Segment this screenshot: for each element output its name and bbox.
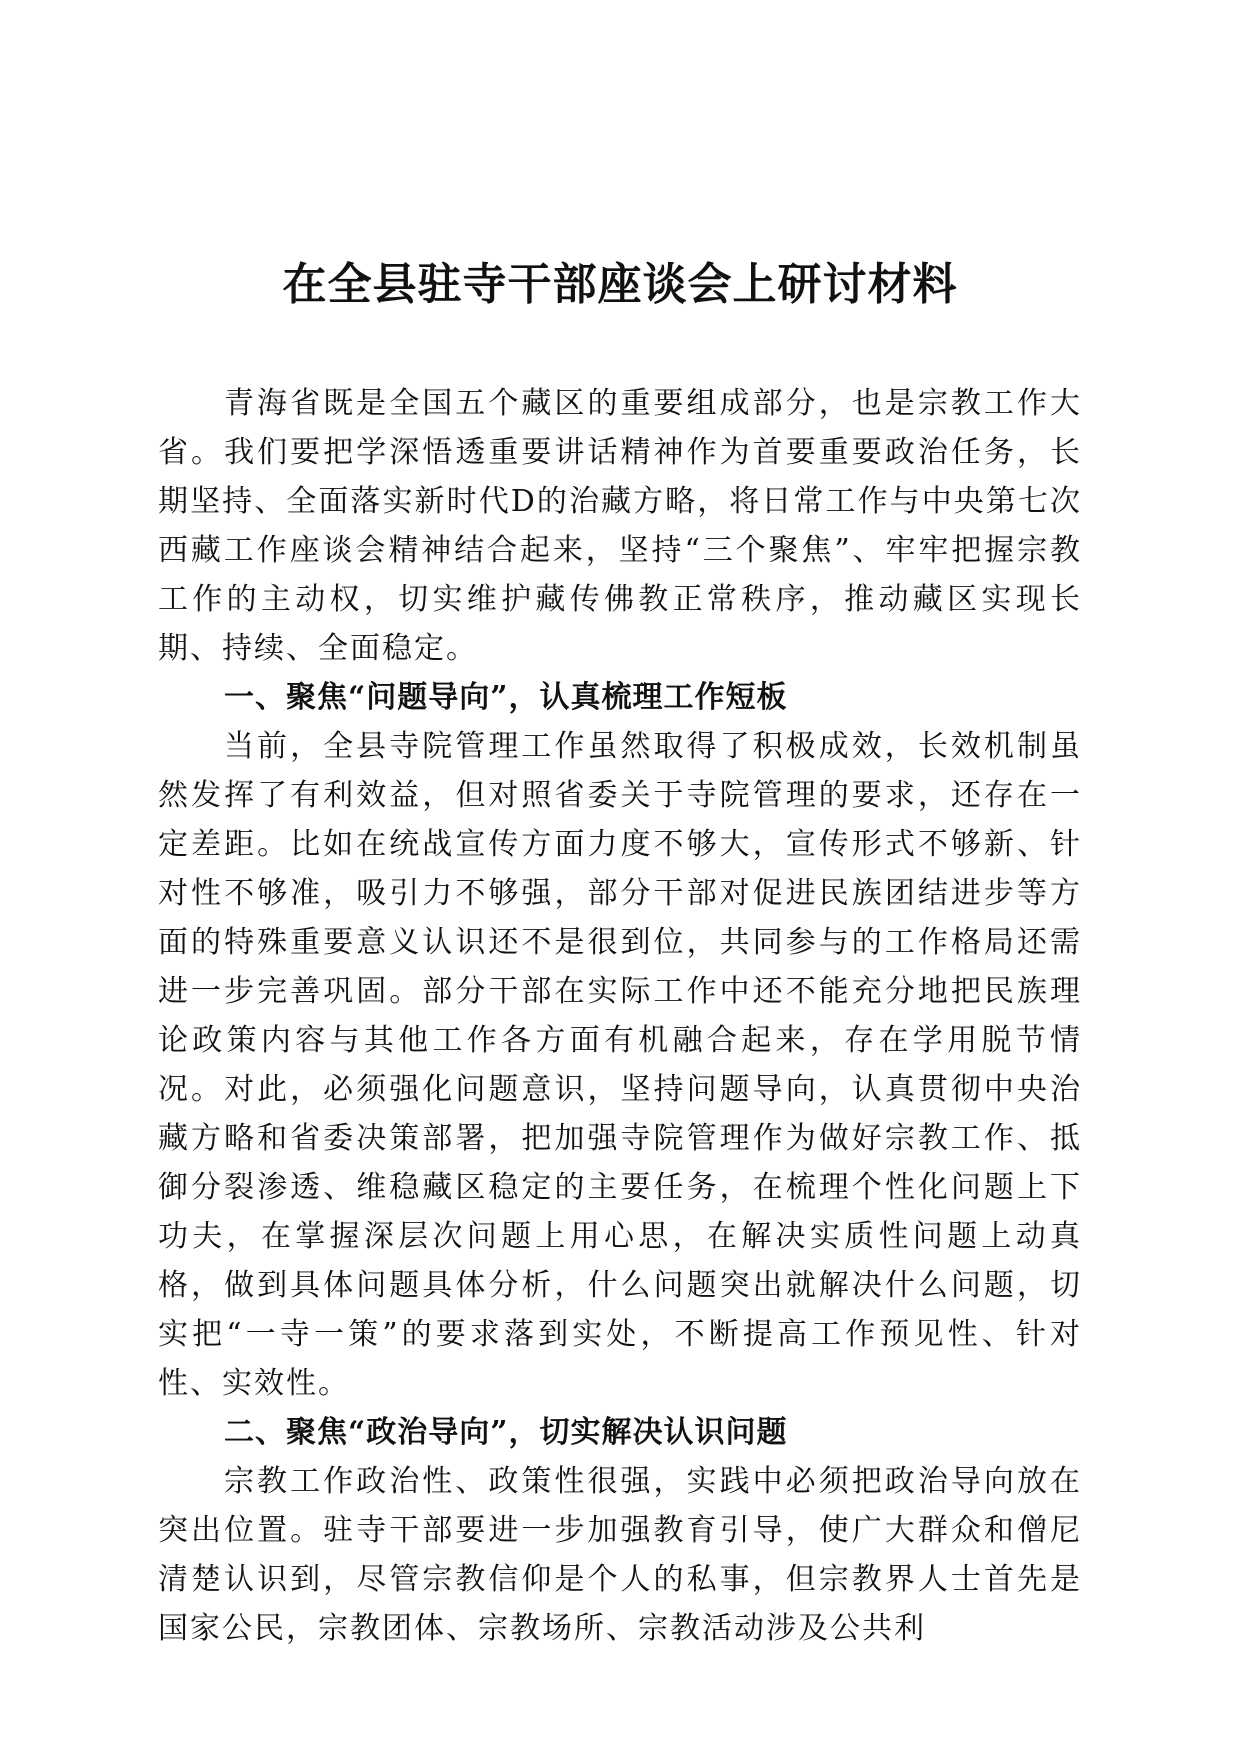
document-title: 在全县驻寺干部座谈会上研讨材料: [282, 259, 958, 310]
section-1-paragraph: 当前，全县寺院管理工作虽然取得了积极成效，长效机制虽然发挥了有利效益，但对照省委关于寺院管理的要求，还存在一定差距。比如在统战宣传方面力度不够大，宣传形式不够新、针对性不够准，吸引力不够强，部分干部对促进民族团结进步等方面的特殊重要意义认识还不是很到位，共同参与的工作格局还需进一步完善巩固。部分干部在实际工作中还不能充分地把民族理论政策内容与其他工作各方面有机融合起来，存在学用脱节情况。对此，必须强化问题意识，坚持问题导向，认真贯彻中央治藏方略和省委决策部署，把加强寺院管理作为做好宗教工作、抵御分裂渗透、维稳藏区稳定的主要任务，在梳理个性化问题上下功夫，在掌握深层次问题上用心思，在解决实质性问题上动真格，做到具体问题具体分析，什么问题突出就解决什么问题，切实把“一寺一策”的要求落到实处，不断提高工作预见性、针对性、实效性。: [158, 729, 1082, 1401]
section-2-heading: 二、聚焦“政治导向”，切实解决认识问题: [224, 1415, 788, 1450]
document-body: [158, 379, 1082, 1653]
section-2-paragraph: 宗教工作政治性、政策性很强，实践中必须把政治导向放在突出位置。驻寺干部要进一步加强教育引导，使广大群众和僧尼清楚认识到，尽管宗教信仰是个人的私事，但宗教界人士首先是国家公民，宗教团体、宗教场所、宗教活动涉及公共利: [158, 1464, 1082, 1646]
intro-paragraph: 青海省既是全国五个藏区的重要组成部分，也是宗教工作大省。我们要把学深悟透重要讲话精神作为首要重要政治任务，长期坚持、全面落实新时代D的治藏方略，将日常工作与中央第七次西藏工作座谈会精神结合起来，坚持“三个聚焦”、牢牢把握宗教工作的主动权，切实维护藏传佛教正常秩序，推动藏区实现长期、持续、全面稳定。: [158, 386, 1082, 666]
section-1-heading: 一、聚焦“问题导向”，认真梳理工作短板: [224, 680, 788, 715]
